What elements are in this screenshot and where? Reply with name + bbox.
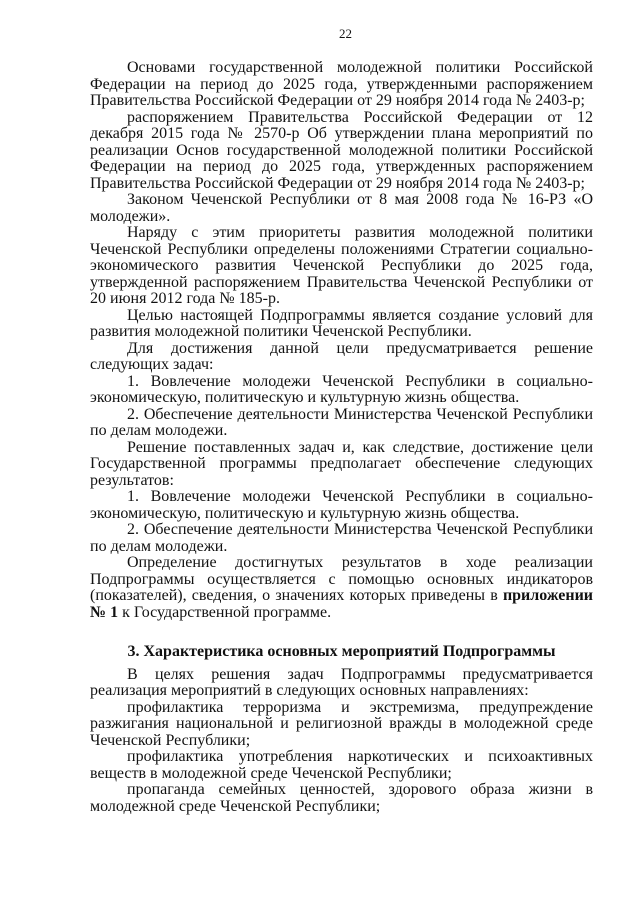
indicators-text-before: Определение достигнутых результатов в ходе реализации Подпрограммы осуществляется с помощью основных индикаторов (показателей), сведения, о значениях которых приведены в bbox=[90, 554, 593, 604]
paragraph: В целях решения задач Подпрограммы предусматривается реализация мероприятий в следующих основных направлениях: bbox=[90, 665, 593, 699]
indicators-paragraph bbox=[90, 555, 593, 621]
list-item: профилактика терроризма и экстремизма, предупреждение разжигания национальной и религиозной вражды в молодежной среде Чеченской Республики; bbox=[90, 698, 593, 749]
paragraph: Законом Чеченской Республики от 8 мая 2008 года № 16-РЗ «О молодежи». bbox=[90, 191, 593, 225]
list-item: 1. Вовлечение молодежи Чеченской Республики в социально-экономическую, политическую и культурную жизнь общества. bbox=[90, 488, 593, 522]
paragraph: Решение поставленных задач и, как следствие, достижение цели Государственной программы предполагает обеспечение следующих результатов: bbox=[90, 438, 593, 489]
paragraph: распоряжением Правительства Российской Федерации от 12 декабря 2015 года № 2570-р Об утверждении плана мероприятий по реализации Основ государственной молодежной политики Российской Федерации на период до 2025 года, утвержденных распоряжением Правительства Российской Федерации от 29 ноября 2014 года № 2403-р; bbox=[90, 108, 593, 192]
appendix-reference: приложении № 1 bbox=[90, 587, 593, 621]
paragraph: Для достижения данной цели предусматривается решение следующих задач: bbox=[90, 339, 593, 373]
list-item: профилактика употребления наркотических и психоактивных веществ в молодежной среде Чеченской Республики; bbox=[90, 748, 593, 782]
list-item: 1. Вовлечение молодежи Чеченской Республики в социально-экономическую, политическую и культурную жизнь общества. bbox=[90, 372, 593, 406]
list-item: пропаганда семейных ценностей, здорового образа жизни в молодежной среде Чеченской Республики; bbox=[90, 781, 593, 815]
section-heading: 3. Характеристика основных мероприятий Подпрограммы bbox=[127, 643, 556, 660]
indicators-text-after: к Государственной программе. bbox=[118, 603, 332, 621]
paragraph: Наряду с этим приоритеты развития молодежной политики Чеченской Республики определены положениями Стратегии социально-экономического развития Чеченской Республики до 2025 года, утвержденной распоряжением Правительства Чеченской Республики от 20 июня 2012 года № 185-р. bbox=[90, 224, 593, 307]
paragraph: Целью настоящей Подпрограммы является создание условий для развития молодежной политики Чеченской Республики. bbox=[90, 306, 593, 340]
paragraph: Основами государственной молодежной политики Российской Федерации на период до 2025 года, утвержденными распоряжением Правительства Российской Федерации от 29 ноября 2014 года № 2403-р; bbox=[90, 59, 593, 109]
list-item: 2. Обеспечение деятельности Министерства Чеченской Республики по делам молодежи. bbox=[90, 405, 593, 439]
list-item: 2. Обеспечение деятельности Министерства Чеченской Республики по делам молодежи. bbox=[90, 521, 593, 555]
page-number: 22 bbox=[339, 26, 352, 41]
